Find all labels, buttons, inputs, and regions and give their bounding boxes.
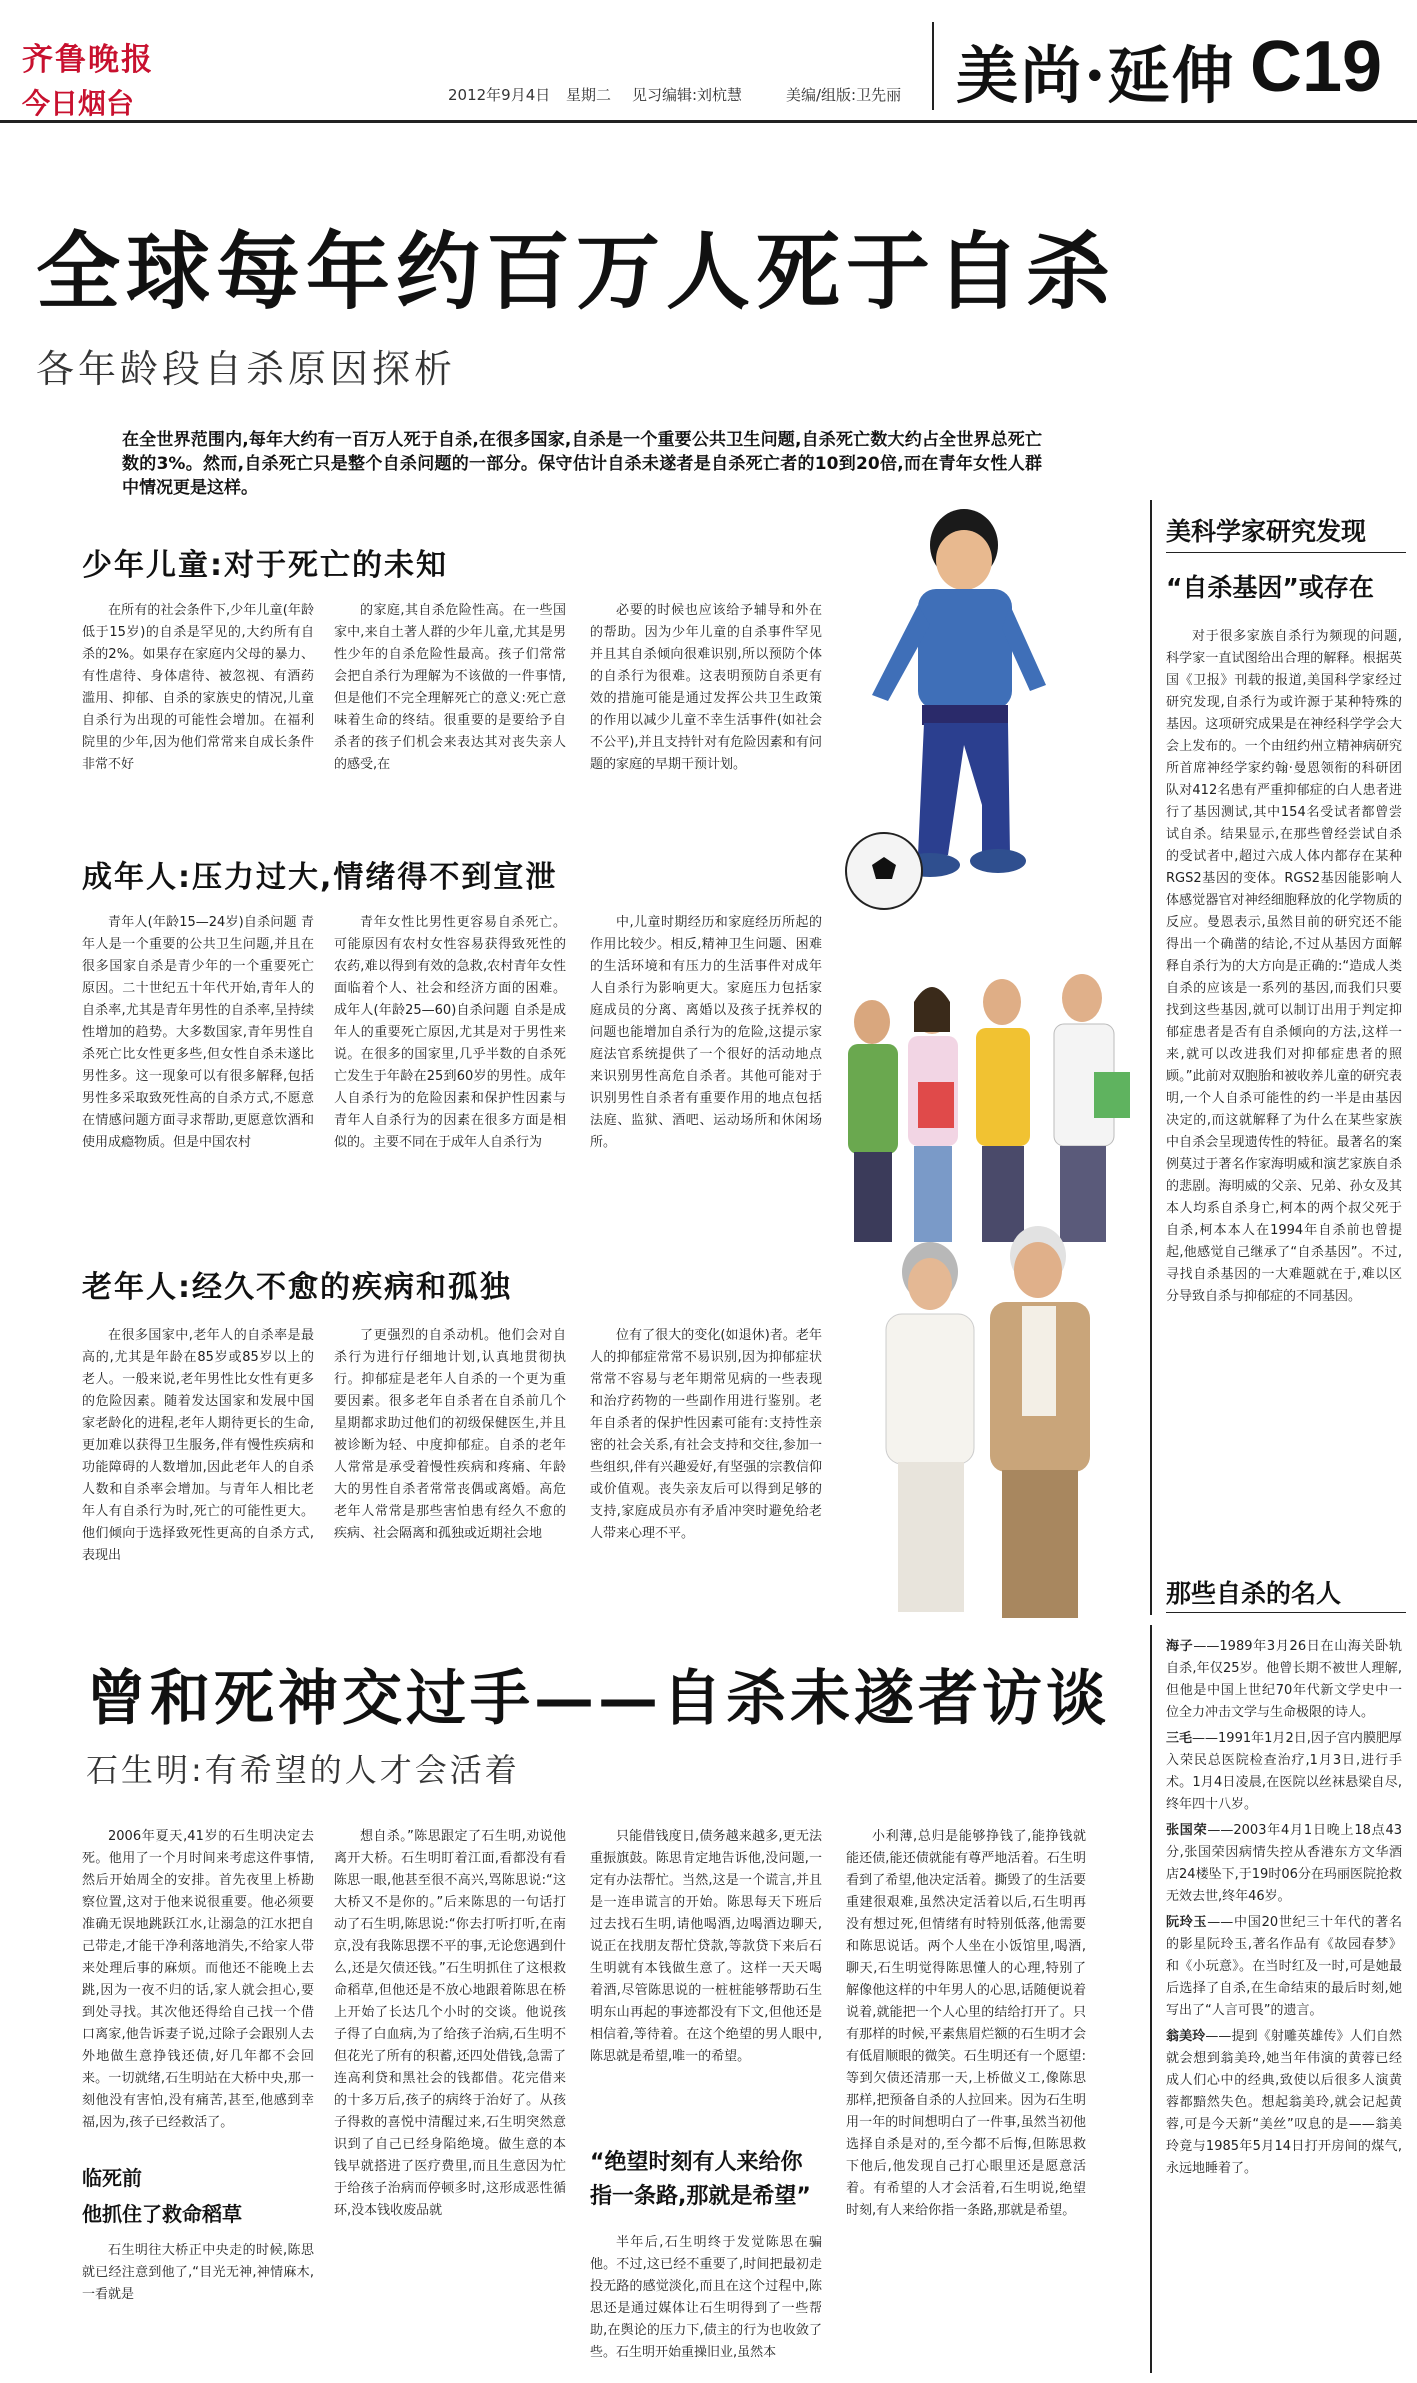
edition-name: 今日烟台 <box>22 87 135 120</box>
main-subhead: 各年龄段自杀原因探析 <box>36 347 457 391</box>
interview-headline: 曾和死神交过手——自杀未遂者访谈 <box>86 1664 1110 1734</box>
children-col-3: 必要的时候也应该给予辅导和外在的帮助。因为少年儿童的自杀事件罕见并且其自杀倾向很难识别,所以预防个体的自杀行为很难。这表明预防自杀更有效的措施可能是通过发挥公共卫生政策的作用以减少儿童不幸生活事件(如社会不公平),并且支持针对有危险因素和有问题的家庭的早期干预计划。 <box>590 603 822 772</box>
layout-editor: 美编/组版:卫先丽 <box>786 86 902 104</box>
elderly-col-2: 了更强烈的自杀动机。他们会对自杀行为进行仔细地计划,认真地贯彻执行。抑郁症是老年人自杀的一个更为重要因素。很多老年自杀者在自杀前几个星期都求助过他们的初级保健医生,并且被诊断为轻、中度抑郁症。自杀的老年人常常是承受着慢性疾病和疼痛、年龄大的男性自杀者常常丧偶或离婚。高危老年人常常是那些害怕患有经久不愈的疾病、社会隔离和孤独或近期社会地 <box>334 1328 566 1541</box>
famous-entry <box>1166 1728 1402 1816</box>
famous-entry <box>1166 1912 1402 2022</box>
adults-col-2: 青年女性比男性更容易自杀死亡。可能原因有农村女性容易获得致死性的农药,难以得到有效的急救,农村青年女性面临着个人、社会和经济方面的困难。成年人(年龄25—60)自杀问题 自杀是成年人的重要死亡原因,尤其是对于男性来说。在很多的国家里,几乎半数的自杀死亡发生于年龄在25到60岁的男性。成年人自杀行为的危险因素和保护性因素与青年人自杀行为的因素在很多方面是相似的。主要不同在于成年人自杀行为 <box>334 915 566 1150</box>
intern-editor: 见习编辑:刘杭慧 <box>632 86 743 104</box>
intro-paragraph: 在全世界范围内,每年大约有一百万人死于自杀,在很多国家,自杀是一个重要公共卫生问题,自杀死亡数大约占全世界总死亡数的3%。然而,自杀死亡只是整个自杀问题的一部分。保守估计自杀未遂者是自杀死亡者的10到20倍,而在青年女性人群中情况更是这样。 <box>122 430 1042 498</box>
section-title: 美尚·延伸 <box>956 39 1236 112</box>
elderly-col-3: 位有了很大的变化(如退休)者。老年人的抑郁症常常不易识别,因为抑郁症状常常不容易与老年期常见病的一些表现和治疗药物的一些副作用进行鉴别。老年自杀者的保护性因素可能有:支持性亲密的社会关系,有社会支持和交往,参加一些组织,伴有兴趣爱好,有坚强的宗教信仰或价值观。丧失亲友后可以得到足够的支持,家庭成员亦有矛盾冲突时避免给老人带来心理不平。 <box>590 1328 822 1541</box>
adults-col-1: 青年人(年龄15—24岁)自杀问题 青年人是一个重要的公共卫生问题,并且在很多国家自杀是青少年的一个重要死亡原因。二十世纪五十年代开始,青年人的自杀率,尤其是青年男性的自杀率,呈持续性增加的趋势。大多数国家,青年男性自杀死亡比女性更多些,但女性自杀未遂比男性多。这一现象可以有很多解释,包括男性多采取致死性高的自杀方式,不愿意在情感问题方面寻求帮助,更愿意饮酒和使用成瘾物质。但是中国农村 <box>82 915 314 1150</box>
section-heading-children: 少年儿童:对于死亡的未知 <box>82 548 448 583</box>
famous-text: ——提到《射雕英雄传》人们自然就会想到翁美玲,她当年伟演的黄蓉已经成人们心中的经典,致使以后很多人演黄蓉都黯然失色。想起翁美玲,就会记起黄蓉,可是今天新“美丝”叹息的是——翁美玲竟与1985年5月14日打开房间的煤气,永远地睡着了。 <box>1166 2029 1402 2176</box>
sidebar-title: “自杀基因”或存在 <box>1166 573 1374 602</box>
main-headline: 全球每年约百万人死于自杀 <box>36 222 1117 321</box>
elderly-couple-photo <box>842 1222 1142 1622</box>
famous-entry <box>1166 2026 1402 2180</box>
sidebar-divider-lower <box>1150 1625 1152 2373</box>
famous-text: ——中国20世纪三十年代的著名的影星阮玲玉,著名作品有《故园春梦》和《小玩意》。在当时红及一时,可是她最后选择了自杀,在生命结束的最后时刻,她写出了“人言可畏”的遗言。 <box>1166 1915 1402 2018</box>
interview-subheading-1: 临死前 <box>82 2166 142 2190</box>
boy-soccer-photo <box>832 505 1062 913</box>
interview-col-3-tail: 半年后,石生明终于发觉陈思在骗他。不过,这已经不重要了,时间把最初走投无路的感觉淡化,而且在这个过程中,陈思还是通过媒体让石生明得到了一些帮助,在舆论的压力下,债主的行为也收敛了些。石生明开始重操旧业,虽然本 <box>590 2235 822 2360</box>
section-heading-elderly: 老年人:经久不愈的疾病和孤独 <box>82 1270 512 1305</box>
interview-col-4: 小利薄,总归是能够挣钱了,能挣钱就能还债,能还债就能有尊严地活着。石生明看到了希望,他决定活着。撕毁了的生活要重建很艰难,虽然决定活着以后,石生明再没有想过死,但情绪有时特别低落,他需要和陈思说话。两个人坐在小饭馆里,喝酒,聊天,石生明觉得陈思懂人的心理,特别了解像他这样的中年男人的心思,话随便说着说着,就能把一个人心里的结给打开了。只有那样的时候,平素焦眉烂额的石生明才会有低眉顺眼的微笑。石生明还有一个愿望:等到欠债还清那一天,上桥做义工,像陈思那样,把预备自杀的人拉回来。因为石生明用一年的时间想明白了一件事,虽然当初他选择自杀是对的,至今都不后悔,但陈思救下他后,他发现自己打心眼里还是愿意活着。有希望的人才会活着,石生明说,绝望时刻,有人来给你指一条路,那就是希望。 <box>846 1829 1086 2218</box>
famous-list <box>1166 1636 1402 2180</box>
famous-text: ——2003年4月1日晚上18点43分,张国荣因病情失控从香港东方文华酒店24楼坠下,于19时06分在玛丽医院抢救无效去世,终年46岁。 <box>1166 1823 1402 1904</box>
newspaper-brand: 齐鲁晚报 <box>22 42 154 78</box>
sidebar-divider <box>1150 500 1152 1615</box>
page-number: C19 <box>1250 27 1383 107</box>
famous-text: ——1989年3月26日在山海关卧轨自杀,年仅25岁。他曾长期不被世人理解,但他是中国上世纪70年代新文学史中一位全力冲击文学与生命极限的诗人。 <box>1166 1639 1402 1720</box>
famous-entry <box>1166 1636 1402 1724</box>
interview-col-1-tail: 石生明往大桥正中央走的时候,陈思就已经注意到他了,“目光无神,神情麻木,一看就是 <box>82 2243 314 2302</box>
famous-name: 海子 <box>1166 1639 1194 1654</box>
interview-col-2: 想自杀。”陈思跟定了石生明,劝说他离开大桥。石生明盯着江面,看都没有看陈思一眼,他甚至很不高兴,骂陈思说:“这大桥又不是你的。”后来陈思的一句话打动了石生明,陈思说:“你去打听打听,在南京,没有我陈思摆不平的事,无论您遇到什么,还是欠债还钱。”石生明抓住了这根救命稻草,但他还是不放心地跟着陈思在桥上开始了长达几个小时的交谈。他说孩子得了白血病,为了给孩子治病,石生明不但花光了所有的积蓄,还四处借钱,急需了连高利贷和黑社会的钱都借。花完借来的十多万后,孩子的病终于治好了。从孩子得救的喜悦中清醒过来,石生明突然意识到了自己已经身陷绝境。做生意的本钱早就搭进了医疗费里,而且生意因为忙于给孩子治病而停顿多时,这形成恶性循环,没本钱收废品就 <box>334 1829 566 2218</box>
elderly-col-1: 在很多国家中,老年人的自杀率是最高的,尤其是年龄在85岁或85岁以上的老人。一般来说,老年男性比女性有更多的危险因素。随着发达国家和发展中国家老龄化的进程,老年人期待更长的生命,更加难以获得卫生服务,伴有慢性疾病和功能障碍的人数增加,因此老年人的自杀人数和自杀率会增加。与青年人相比老年人有自杀行为时,死亡的可能性更大。他们倾向于选择致死性更高的自杀方式,表现出 <box>82 1328 314 1563</box>
masthead-rule <box>0 120 1417 123</box>
sidebar-body: 对于很多家族自杀行为频现的问题,科学家一直试图给出合理的解释。根据英国《卫报》刊载的报道,美国科学家经过研究发现,自杀行为或许源于某种特殊的基因。这项研究成果是在神经科学学会大会上发布的。一个由纽约州立精神病研究所首席神经学家约翰·曼恩领衔的科研团队对412名患有严重抑郁症的白人患者进行了基因测试,其中154名受试者都曾尝试自杀。结果显示,在那些曾经尝试自杀的受试者中,超过六成人体内都存在某种RGS2基因的变体。RGS2基因能影响人体感觉器官对神经细胞释放的化学物质的反应。曼恩表示,虽然目前的研究还不能得出一个确凿的结论,不过从基因方面解释自杀行为的大方向是正确的:“造成人类自杀的应该是一系列的基因,而我们只要找到这些基因,就可以制订出用于判定抑郁症患者是否有自杀倾向的方法,这样一来,就可以改进我们对抑郁症患者的照顾。”此前对双胞胎和被收养儿童的研究表明,一个人自杀可能性的约一半是由基因决定的,而这就解释了为什么在某些家族中自杀会呈现遗传性的特征。最著名的案例莫过于著名作家海明威和演艺家族自杀的悲剧。海明威的父亲、兄弟、孙女及其本人均系自杀身亡,柯本的两个叔父死于自杀,柯本本人在1994年自杀前也曾提起,他感觉自己继承了“自杀基因”。不过,寻找自杀基因的一大难题就在于,难以区分导致自杀与抑郁症的不同基因。 <box>1166 629 1402 1304</box>
famous-rule <box>1166 1612 1406 1613</box>
famous-title: 那些自杀的名人 <box>1166 1579 1342 1608</box>
section-heading-adults: 成年人:压力过大,情绪得不到宣泄 <box>82 860 558 895</box>
young-adults-photo <box>832 962 1152 1248</box>
children-col-2: 的家庭,其自杀危险性高。在一些国家中,来自土著人群的少年儿童,尤其是男性少年的自杀危险性最高。孩子们常常会把自杀行为理解为不该做的一件事情,但是他们不完全理解死亡的意义:死亡意味着生命的终结。很重要的是要给予自杀者的孩子们机会来表达其对丧失亲人的感受,在 <box>334 603 566 772</box>
interview-subhead: 石生明:有希望的人才会活着 <box>86 1751 520 1789</box>
famous-entry <box>1166 1820 1402 1908</box>
masthead-divider <box>932 22 934 110</box>
pull-quote: “绝望时刻有人来给你指一条路,那就是希望” <box>590 2150 811 2209</box>
issue-weekday: 星期二 <box>566 86 612 104</box>
famous-name: 张国荣 <box>1166 1823 1208 1838</box>
famous-name: 阮玲玉 <box>1166 1915 1208 1930</box>
issue-date: 2012年9月4日 <box>448 86 551 104</box>
interview-col-3: 只能借钱度日,债务越来越多,更无法重振旗鼓。陈思肯定地告诉他,没问题,一定有办法帮忙。当然,这是一个谎言,并且是一连串谎言的开始。陈思每天下班后过去找石生明,请他喝酒,边喝酒边聊天,说正在找朋友帮忙贷款,等款贷下来后石生明就有本钱做生意了。这样一天天喝着酒,尽管陈思说的一桩桩能够帮助石生明东山再起的事迹都没有下文,但他还是相信着,等待着。在这个绝望的男人眼中,陈思就是希望,唯一的希望。 <box>590 1829 822 2064</box>
interview-col-1: 2006年夏天,41岁的石生明决定去死。他用了一个月时间来考虑这件事情,然后开始周全的安排。首先夜里上桥勘察位置,这对于他来说很重要。他必须要准确无误地跳跃江水,让溺急的江水把自己带走,才能干净利落地消失,不给家人带来处理后事的麻烦。而他还不能晚上去跳,因为一夜不归的话,家人就会担心,要到处寻找。其次他还得给自己找一个借口离家,他告诉妻子说,过除子会跟别人去外地做生意挣钱还债,好几年都不会回来。一切就绪,石生明站在大桥中央,那一刻他没有害怕,没有痛苦,甚至,他感到幸福,因为,孩子已经救活了。 <box>82 1829 314 2130</box>
famous-name: 三毛 <box>1166 1731 1193 1746</box>
famous-name: 翁美玲 <box>1166 2029 1206 2044</box>
sidebar-kicker: 美科学家研究发现 <box>1166 517 1367 546</box>
adults-col-3: 中,儿童时期经历和家庭经历所起的作用比较少。相反,精神卫生问题、困难的生活环境和有压力的生活事件对成年人自杀行为影响更大。家庭压力包括家庭成员的分离、离婚以及孩子抚养权的问题也能增加自杀行为的危险,这提示家庭法官系统提供了一个很好的活动地点来识别男性高危自杀者。其他可能对于识别男性自杀者有重要作用的地点包括法庭、监狱、酒吧、运动场所和休闲场所。 <box>590 915 822 1150</box>
children-col-1: 在所有的社会条件下,少年儿童(年龄低于15岁)的自杀是罕见的,大约所有自杀的2%。如果存在家庭内父母的暴力、有性虐待、身体虐待、被忽视、有酒药滥用、抑郁、自杀的家族史的情况,儿童自杀行为出现的可能性会增加。在福利院里的少年,因为他们常常来自成长条件非常不好 <box>82 603 314 772</box>
interview-subheading-2: 他抓住了救命稻草 <box>82 2202 242 2226</box>
famous-text: ——1991年1月2日,因子宫内膜肥厚入荣民总医院检查治疗,1月3日,进行手术。1月4日凌晨,在医院以丝袜悬梁自尽,终年四十八岁。 <box>1166 1731 1402 1812</box>
sidebar-rule <box>1166 552 1406 553</box>
